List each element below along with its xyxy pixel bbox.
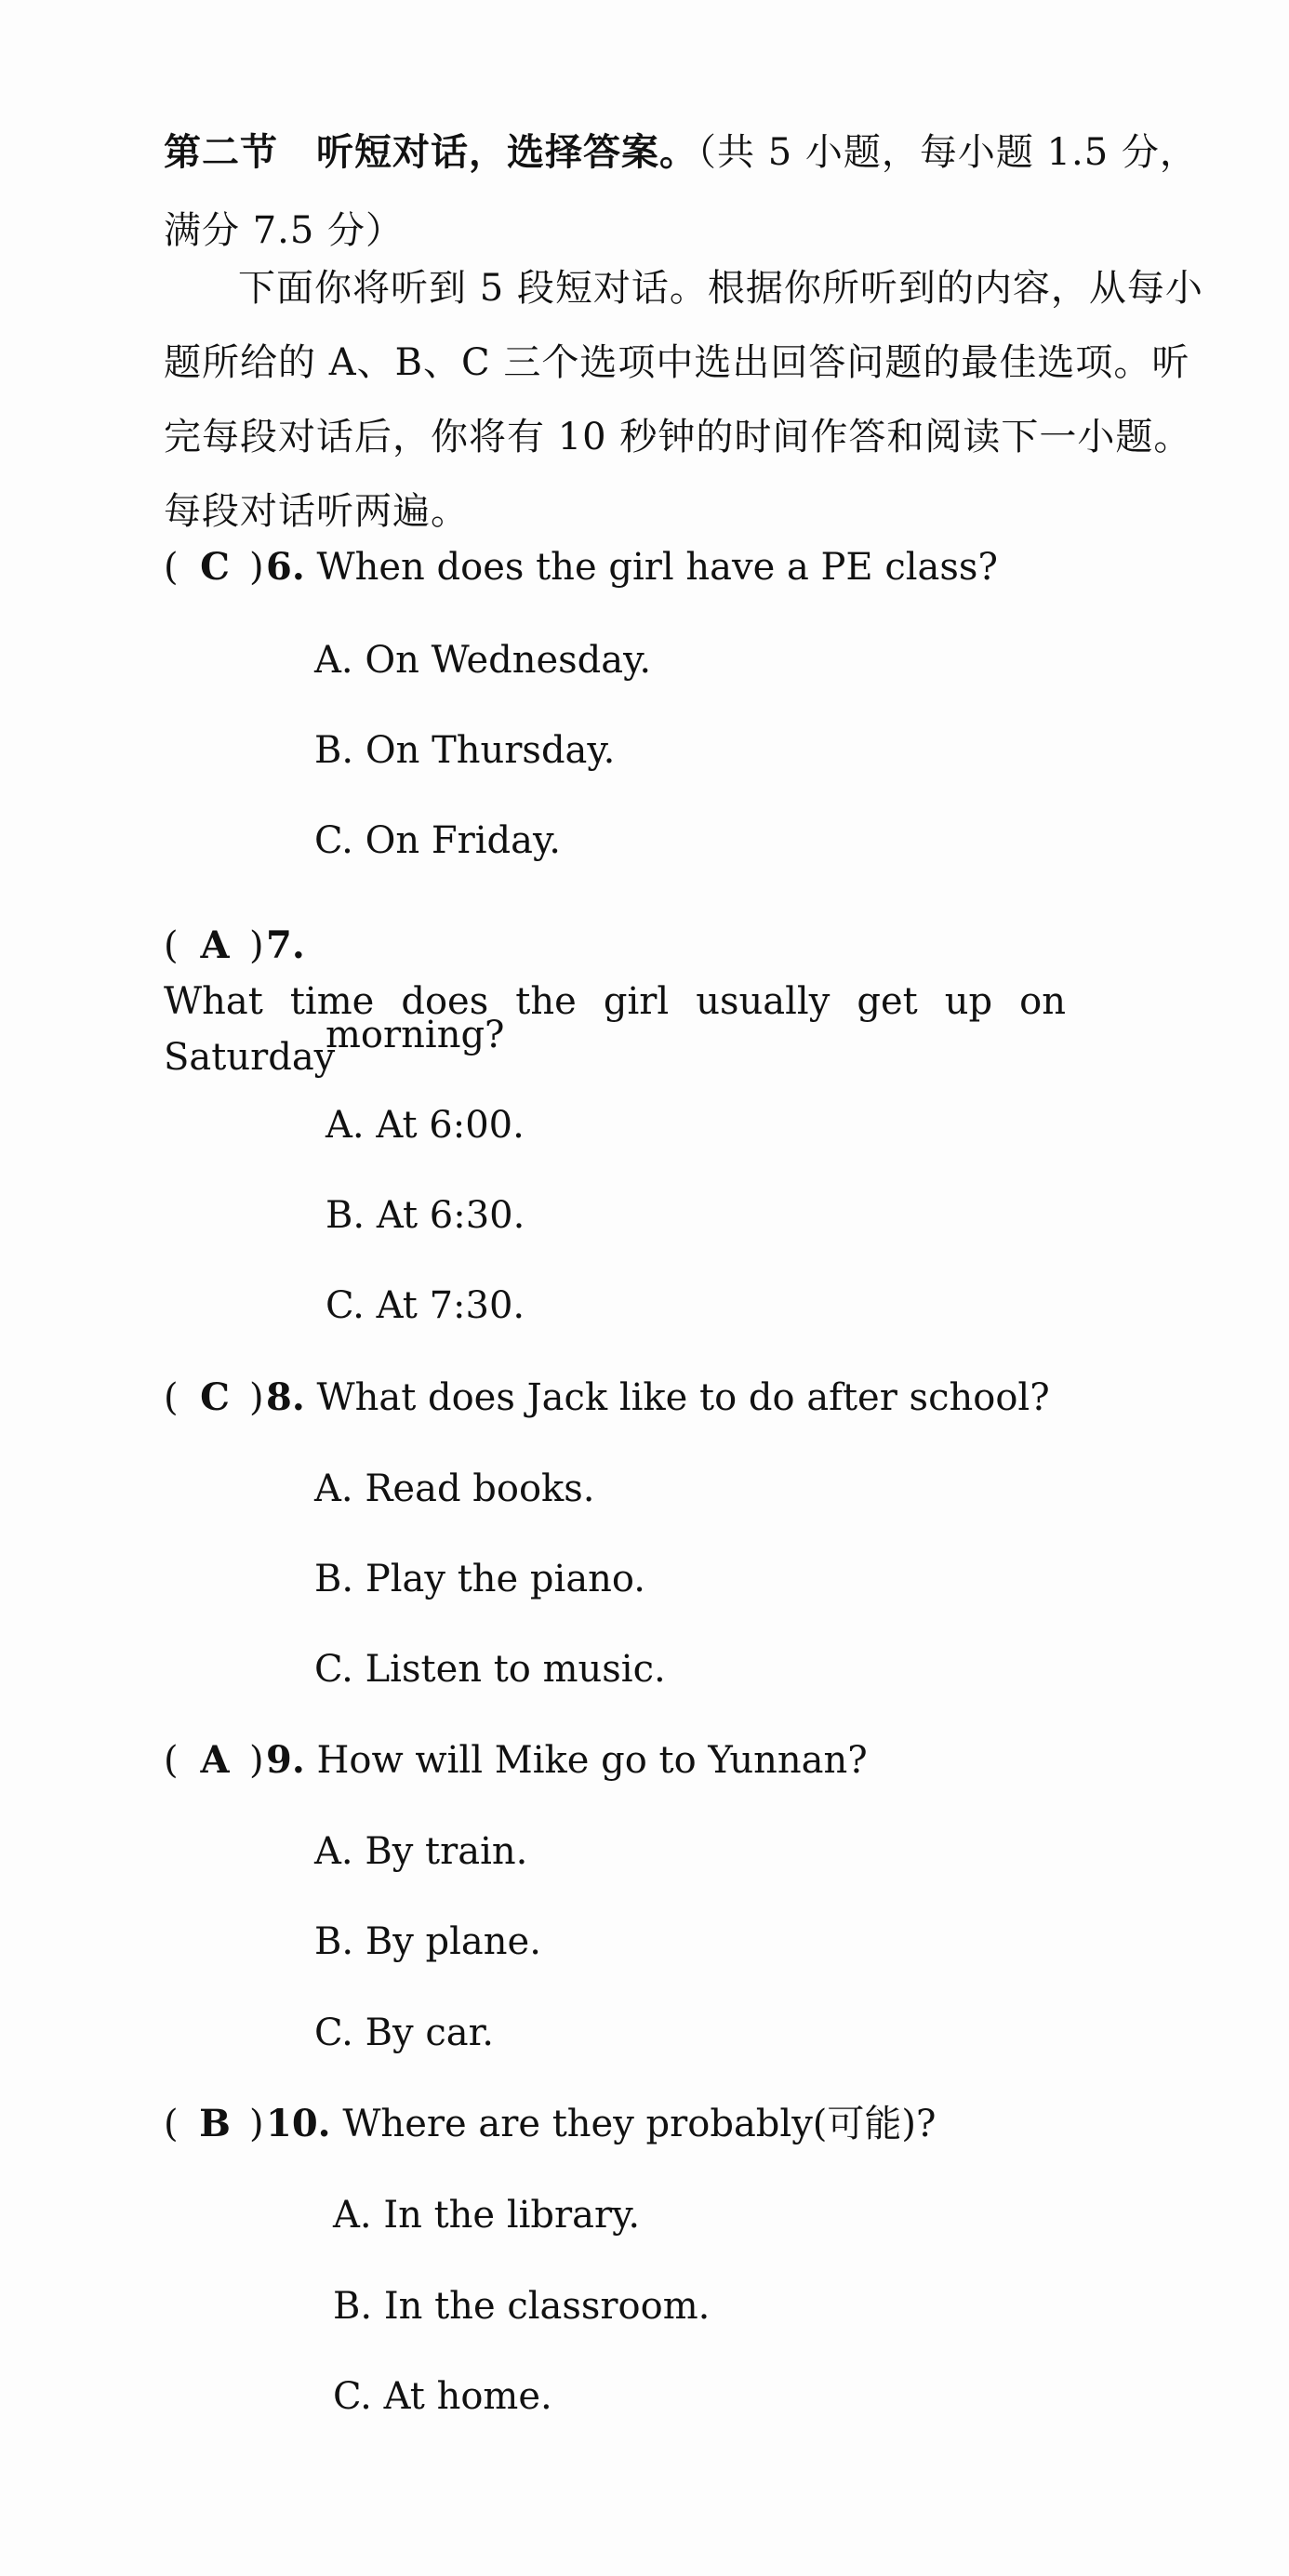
- option-a: A. In the library.: [333, 2194, 641, 2237]
- section-heading-score: （共 5 小题，每小题 1.5 分，满分 7.5 分）: [164, 131, 1198, 252]
- question-7: [164, 918, 1215, 1085]
- paren-open: (: [164, 924, 179, 967]
- section-heading: [164, 113, 1215, 270]
- option-b: B. At 6:30.: [326, 1194, 525, 1237]
- question-10: [164, 2096, 1215, 2152]
- option-c: C. At 7:30.: [326, 1284, 525, 1327]
- question-stem-continued: morning?: [326, 1014, 505, 1056]
- paren-open: (: [164, 1376, 179, 1419]
- question-stem: Where are they probably(可能)?: [342, 2103, 937, 2145]
- question-6: [164, 539, 1215, 595]
- paren-close: ): [249, 924, 264, 967]
- option-b: B. Play the piano.: [314, 1558, 646, 1600]
- section-heading-bold: 第二节 听短对话，选择答案。: [164, 131, 698, 174]
- option-c: C. Listen to music.: [314, 1648, 666, 1691]
- answer-letter: C: [200, 545, 230, 589]
- question-stem: When does the girl have a PE class?: [316, 546, 998, 589]
- question-number: 10.: [266, 2102, 331, 2145]
- option-c: C. By car.: [314, 2012, 495, 2054]
- paren-close: ): [249, 1739, 264, 1782]
- question-number: 6.: [266, 545, 305, 589]
- option-b: B. In the classroom.: [333, 2285, 711, 2328]
- option-b: B. On Thursday.: [314, 729, 616, 772]
- option-a: A. By train.: [314, 1830, 528, 1873]
- question-8: [164, 1370, 1215, 1426]
- option-a: A. At 6:00.: [326, 1104, 525, 1147]
- paren-open: (: [164, 1739, 179, 1782]
- paren-close: ): [249, 546, 264, 589]
- answer-letter: B: [199, 2102, 231, 2145]
- option-a: A. Read books.: [314, 1467, 595, 1510]
- question-stem: How will Mike go to Yunnan?: [316, 1739, 868, 1782]
- answer-letter: A: [200, 923, 230, 967]
- question-9: [164, 1733, 1215, 1788]
- paren-open: (: [164, 2103, 179, 2145]
- paren-close: ): [249, 2103, 264, 2145]
- answer-letter: C: [200, 1375, 230, 1419]
- paren-open: (: [164, 546, 179, 589]
- instructions-paragraph: 下面你将听到 5 段短对话。根据你所听到的内容，从每小题所给的 A、B、C 三个选项中选出回答问题的最佳选项。听完每段对话后，你将有 10 秒钟的时间作答和阅读下一小题。每段对话听两遍。: [164, 267, 1203, 533]
- question-stem: What time does the girl usually get up on Saturday: [164, 980, 1066, 1079]
- option-b: B. By plane.: [314, 1920, 541, 1963]
- question-number: 8.: [266, 1375, 305, 1419]
- option-a: A. On Wednesday.: [314, 639, 652, 682]
- question-number: 9.: [266, 1738, 305, 1782]
- question-number: 7.: [266, 923, 305, 967]
- question-stem: What does Jack like to do after school?: [316, 1376, 1050, 1419]
- option-c: C. On Friday.: [314, 819, 561, 862]
- option-c: C. At home.: [333, 2375, 552, 2418]
- answer-letter: A: [200, 1738, 230, 1782]
- paren-close: ): [249, 1376, 264, 1419]
